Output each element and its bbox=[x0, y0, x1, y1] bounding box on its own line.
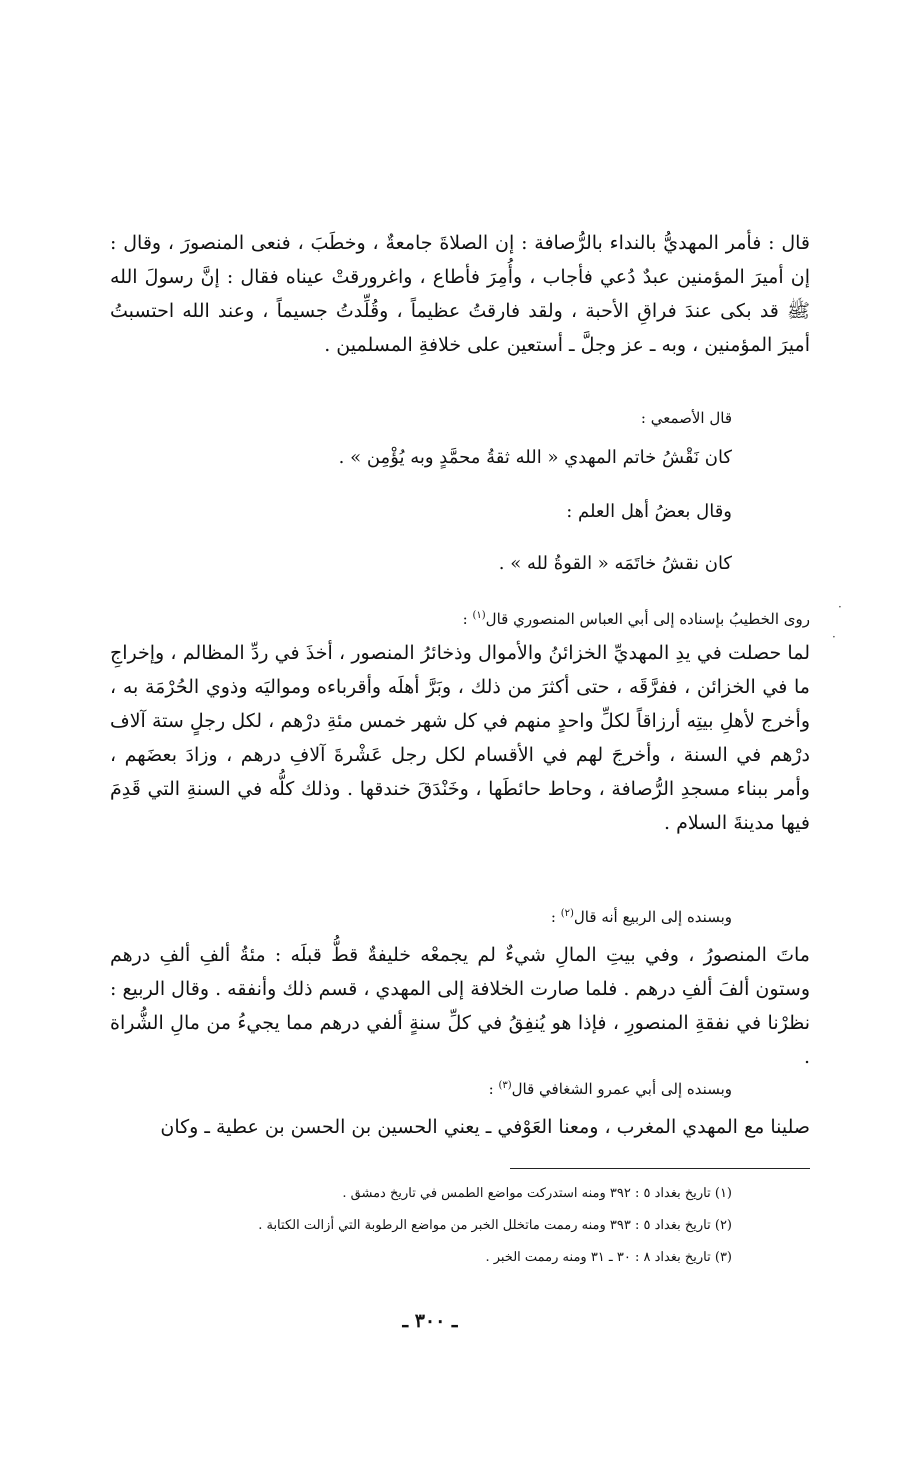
footnote-ref-2: (٢) bbox=[560, 908, 574, 919]
paragraph-mahdi-speech bbox=[110, 226, 810, 362]
heading-khatib-text: روى الخطيبُ بإسناده إلى أبي العباس المنصوري قال bbox=[485, 610, 810, 628]
paragraph-text: قال : فأمر المهديُّ بالنداء بالرُّصافة : إن الصلاةَ جامعةٌ ، وخطَبَ ، فنعى المنصورَ ، وقال : إن أميرَ المؤمنين عبدٌ دُعي فأجاب ، وأُمِرَ فأطاع ، واغرورقتْ عيناه فقال : إنَّ رسولَ الله ﷺ قد بكى عندَ فراقِ الأحبة ، ولقد فارقتُ عظيماً ، وقُلِّدتُ جسيماً ، وعند الله احتسبتُ أميرَ المؤمنين ، وبه ـ عز وجلَّ ـ أستعين على خلافةِ المسلمين . bbox=[110, 232, 810, 356]
paragraph-mansur-death bbox=[110, 938, 810, 1074]
heading-rabi bbox=[551, 902, 732, 929]
heading-rabi-text: وبسنده إلى الربيع أنه قال bbox=[573, 908, 732, 926]
paragraph-text: لما حصلت في يدِ المهديِّ الخزائنُ والأموال وذخائرُ المنصور ، أخذَ في ردِّ المظالم ، وإخراجِ ما في الخزائن ، ففرَّقَه ، حتى أكثرَ من ذلك ، وبَرَّ أهلَه وأقرباءه ومواليَه وذوي الحُرْمَة به ، وأخرج لأهلِ بيتِه أرزاقاً لكلِّ واحدٍ منهم في كل شهر خمس مئةِ درْهم ، لكل رجلٍ ستة آلاف درْهم في السنة ، وأخرجَ لهم في الأقسام لكل رجل عَشْرةَ آلافِ درهم ، وزادَ بعضَهم ، وأمر ببناء مسجدِ الرُّصافة ، وحاط حائطَها ، وخَنْدَقَ خندقها . وذلك كلُّه في السنةِ التي قَدِمَ فيها مدينةَ السلام . bbox=[110, 642, 810, 834]
heading-rabi-colon: : bbox=[550, 908, 561, 926]
paragraph-text: صلينا مع المهدي المغرب ، ومعنا العَوْفي ـ يعني الحسين بن الحسن بن عطية ـ وكان bbox=[160, 1116, 810, 1138]
margin-speck: · bbox=[832, 630, 836, 644]
margin-speck: · bbox=[838, 600, 842, 614]
heading-shaghafi-colon: : bbox=[488, 1080, 499, 1098]
some-scholars-line: وقال بعضُ أهل العلم : bbox=[566, 501, 732, 522]
footnote-3: (٣) تاريخ بغداد ٨ : ٣٠ ـ ٣١ ومنه رممت الخبر . bbox=[485, 1250, 732, 1265]
footnote-2: (٢) تاريخ بغداد ٥ : ٣٩٣ ومنه رممت ماتخلل الخبر من مواضع الرطوبة التي أزالت الكتابة . bbox=[258, 1218, 732, 1233]
footnote-ref-1: (١) bbox=[472, 610, 486, 621]
paragraph-maghrib-prayer bbox=[110, 1110, 810, 1144]
footnote-divider bbox=[510, 1168, 810, 1169]
paragraph-text: ماتَ المنصورُ ، وفي بيتِ المالِ شيءٌ لم يجمعْه خليفةٌ قطُّ قبلَه : مئةُ ألفِ ألفِ درهم وستون ألفَ ألفِ درهم . فلما صارت الخلافة إلى المهدي ، قسم ذلك وأنفقه . وقال الربيع : نظرْنا في نفقةِ المنصورِ ، فإذا هو يُنفِقُ في كلِّ سنةٍ ألفي درهم مما يجيءُ من مالِ الشُّراة . bbox=[110, 944, 810, 1068]
heading-asmai: قال الأصمعي : bbox=[640, 409, 732, 427]
heading-shaghafi-text: وبسنده إلى أبي عمرو الشغافي قال bbox=[511, 1080, 732, 1098]
footnote-ref-3: (٣) bbox=[498, 1080, 512, 1091]
ring-inscription-line-1: كان نَقْشُ خاتم المهدي « الله ثقةُ محمَّدٍ وبه يُؤْمِن » . bbox=[338, 447, 732, 468]
heading-shaghafi bbox=[489, 1074, 732, 1101]
footnote-1: (١) تاريخ بغداد ٥ : ٣٩٢ ومنه استدركت مواضع الطمس في تاريخ دمشق . bbox=[342, 1186, 732, 1201]
page-number: ـ ٣٠٠ ـ bbox=[402, 1310, 458, 1332]
paragraph-mahdi-treasury bbox=[110, 636, 810, 840]
ring-inscription-line-2: كان نقشُ خاتَمَه « القوةُ لله » . bbox=[498, 553, 732, 574]
heading-khatib bbox=[463, 604, 810, 631]
heading-khatib-colon: : bbox=[462, 610, 473, 628]
